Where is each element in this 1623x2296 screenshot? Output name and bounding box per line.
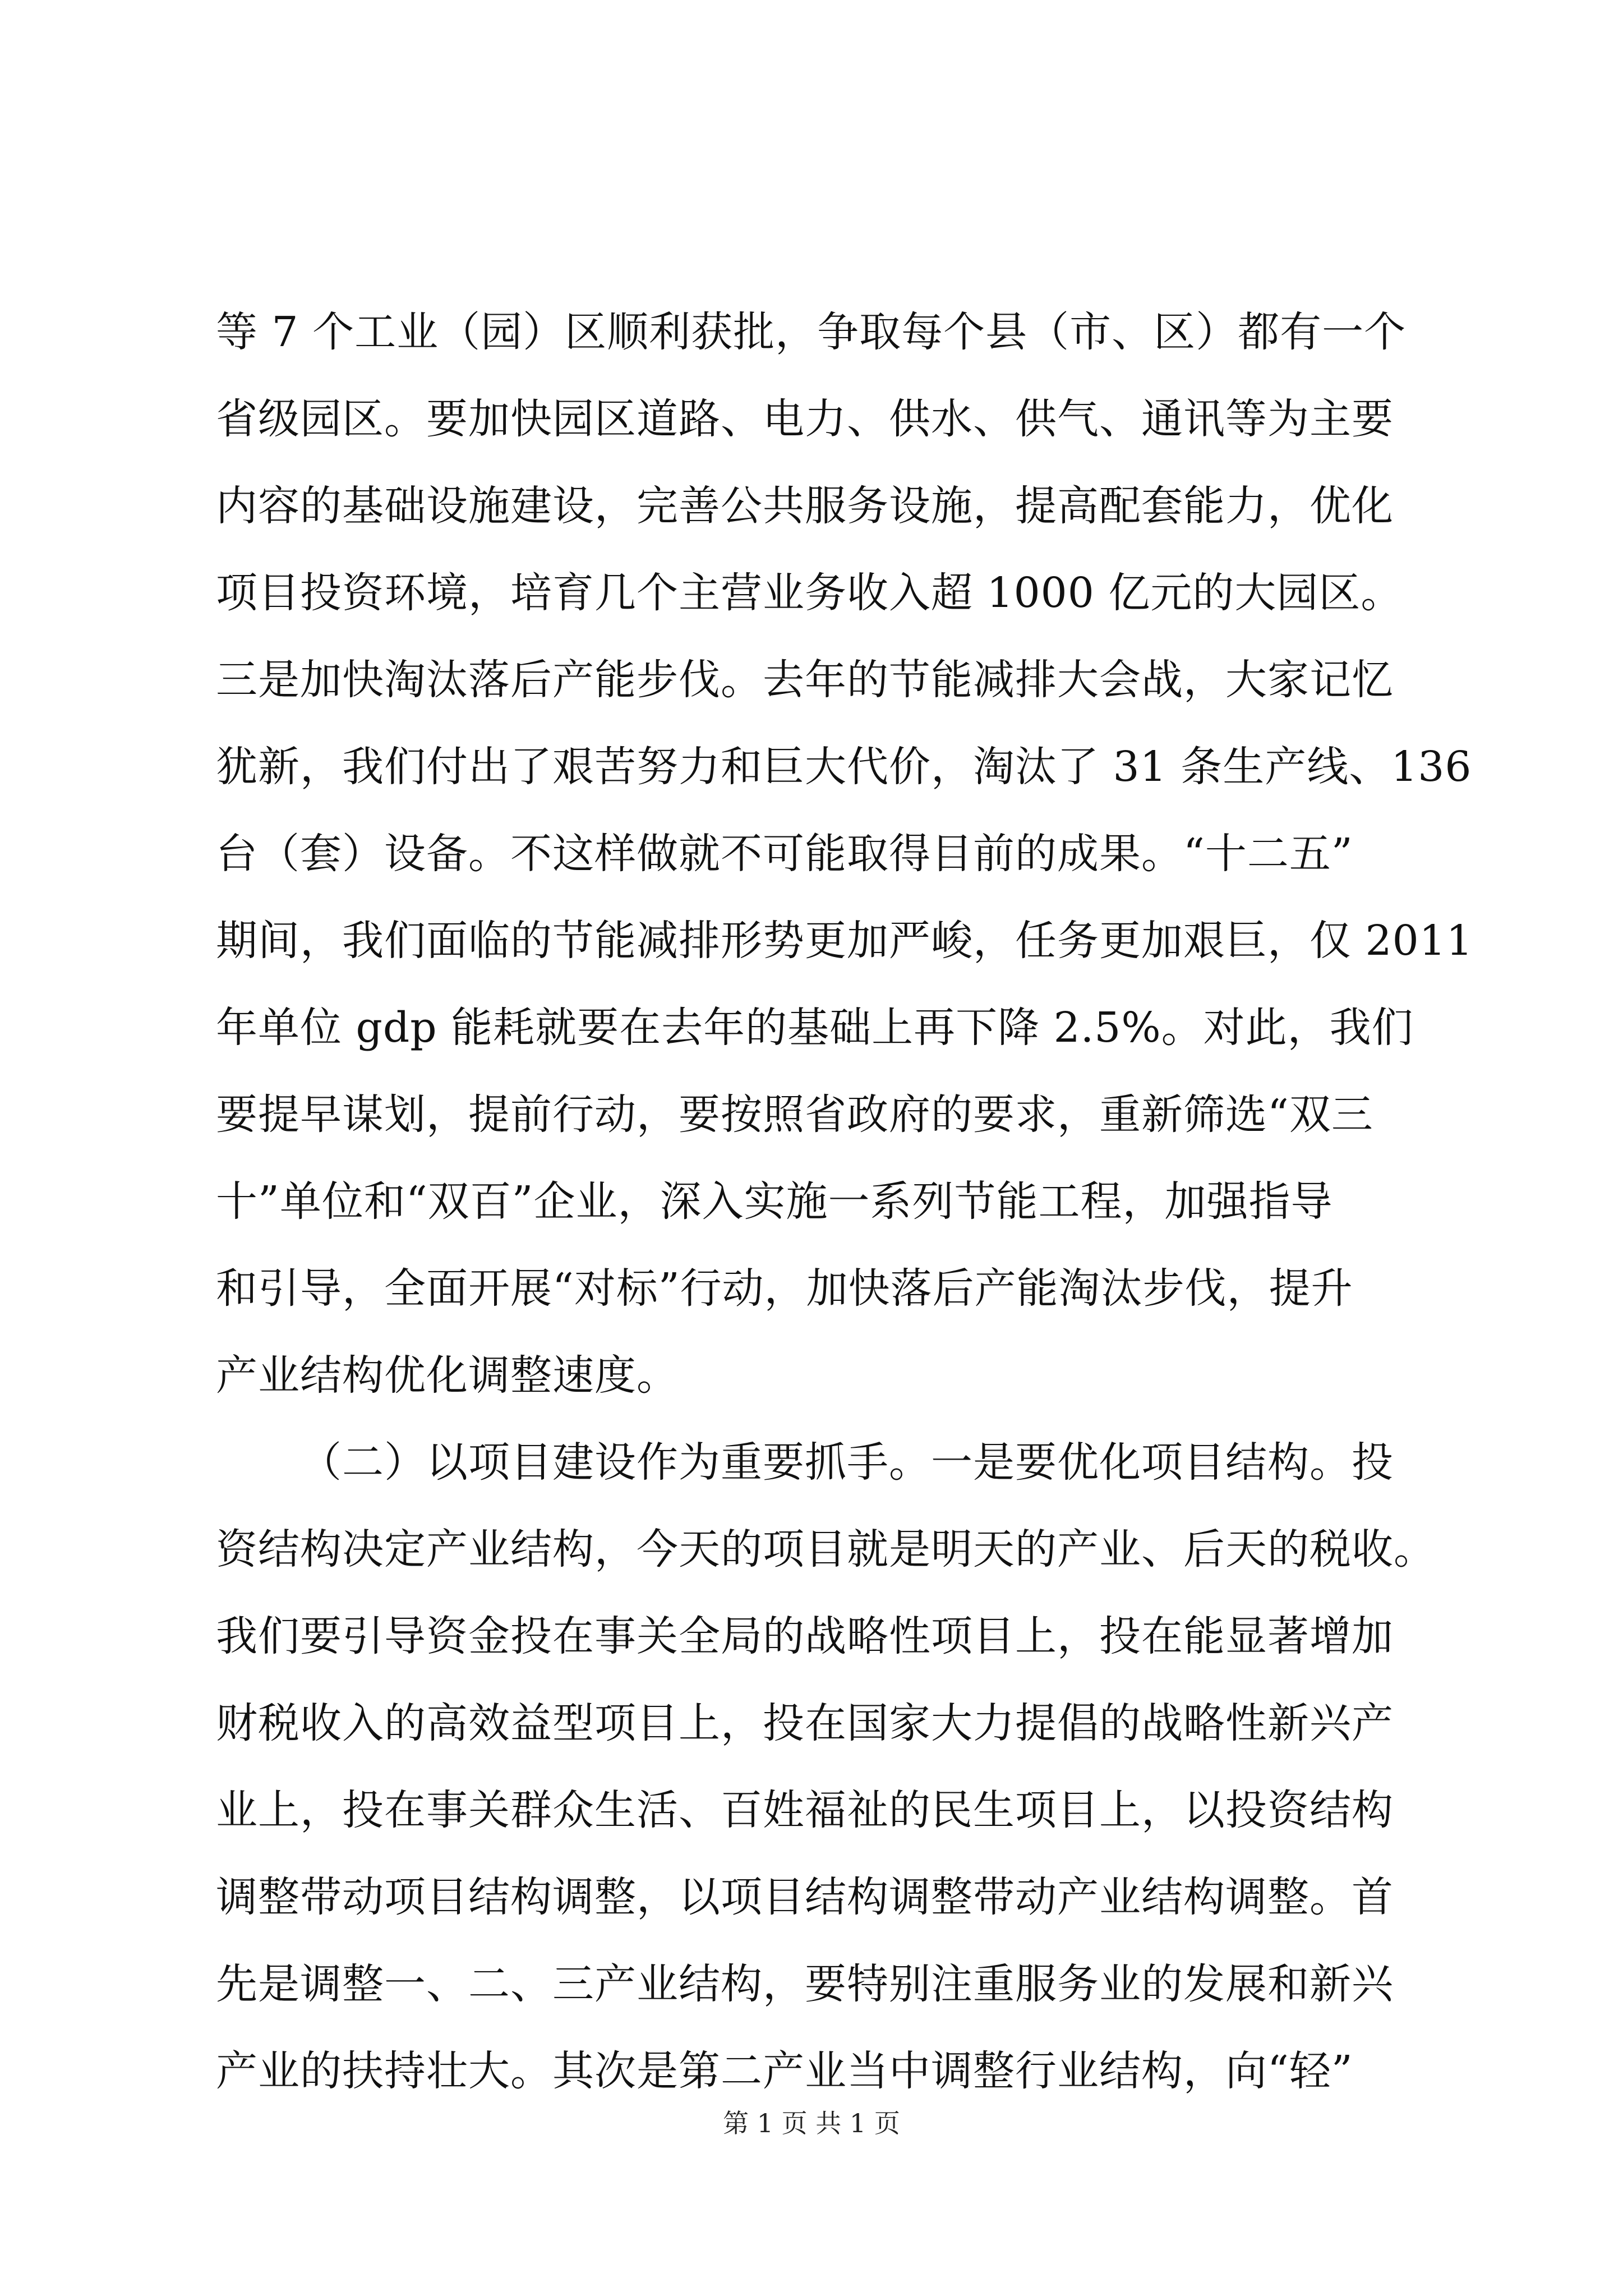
body-text-line: 内容的基础设施建设，完善公共服务设施，提高配套能力，优化 [216,482,1394,530]
body-text-line: 台（套）设备。不这样做就不可能取得目前的成果。“十二五” [216,830,1353,878]
body-text-line: 等 7 个工业（园）区顺利获批，争取每个县（市、区）都有一个 [216,308,1407,356]
body-text-line: 省级园区。要加快园区道路、电力、供水、供气、通讯等为主要 [216,395,1394,443]
body-text-line: 我们要引导资金投在事关全局的战略性项目上，投在能显著增加 [216,1612,1394,1660]
body-text-line: 要提早谋划，提前行动，要按照省政府的要求，重新筛选“双三 [216,1091,1373,1139]
body-text-line: 先是调整一、二、三产业结构，要特别注重服务业的发展和新兴 [216,1960,1394,2008]
page-footer: 第 1 页 共 1 页 [723,2108,900,2138]
section-heading-line: （二）以项目建设作为重要抓手。一是要优化项目结构。投 [300,1438,1394,1487]
body-text-line: 项目投资环境，培育几个主营业务收入超 1000 亿元的大园区。 [216,569,1403,617]
body-text-line: 十”单位和“双百”企业，深入实施一系列节能工程，加强指导 [216,1177,1333,1226]
body-text-line: 和引导，全面开展“对标”行动，加快落后产能淘汰步伐，提升 [216,1264,1353,1313]
body-text-line: 财税收入的高效益型项目上，投在国家大力提倡的战略性新兴产 [216,1699,1394,1747]
body-text-line: 资结构决定产业结构，今天的项目就是明天的产业、后天的税收。 [216,1525,1436,1573]
body-text-line: 三是加快淘汰落后产能步伐。去年的节能减排大会战，大家记忆 [216,656,1394,704]
body-text-line: 调整带动项目结构调整，以项目结构调整带动产业结构调整。首 [216,1873,1394,1921]
body-text-line: 业上，投在事关群众生活、百姓福祉的民生项目上，以投资结构 [216,1786,1394,1834]
body-text-line: 犹新，我们付出了艰苦努力和巨大代价，淘汰了 31 条生产线、136 [216,743,1472,791]
body-text-line: 产业结构优化调整速度。 [216,1351,679,1400]
body-text-line: 产业的扶持壮大。其次是第二产业当中调整行业结构，向“轻” [216,2047,1353,2095]
body-text-line: 年单位 gdp 能耗就要在去年的基础上再下降 2.5%。对此，我们 [216,1004,1414,1052]
body-text-line: 期间，我们面临的节能减排形势更加严峻，任务更加艰巨，仅 2011 [216,917,1473,965]
